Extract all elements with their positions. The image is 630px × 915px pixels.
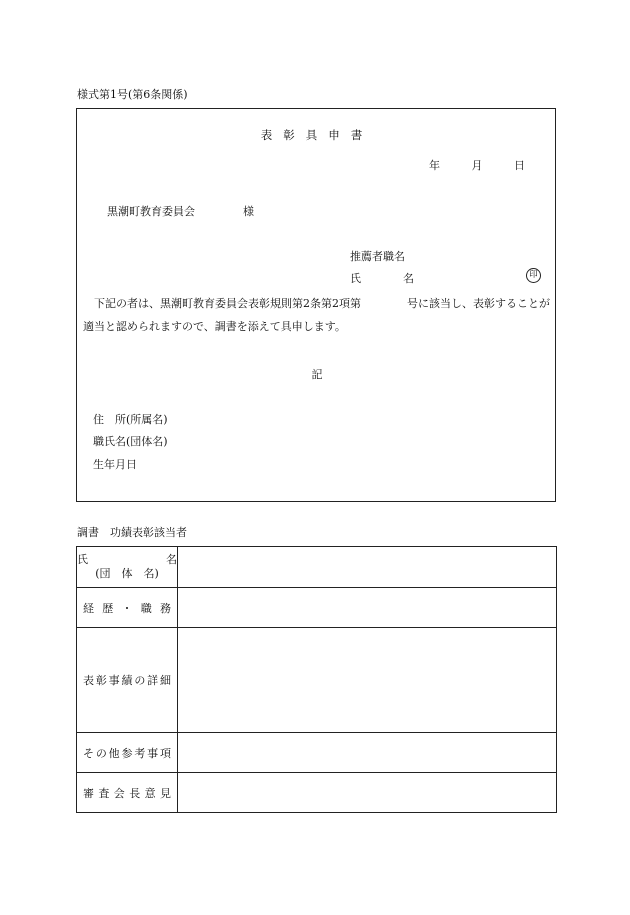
table-row [77,628,557,733]
table-row [77,773,557,813]
recommender-name-row [350,270,414,286]
record-table [76,546,557,813]
seal-mark: 印 [526,268,541,283]
row-label-other: その他参考事項 [77,733,178,773]
paragraph-text-before: 下記の者は、黒潮町教育委員会表彰規則第2条第2項第 [94,297,361,310]
group-name-label: (団 体 名) [95,567,159,580]
name-label-second: 名 [403,272,414,285]
date-day-label: 日 [514,159,525,172]
document-title: 表彰具申書 [260,128,374,142]
addressee-name: 黒潮町教育委員会 [107,205,195,218]
ki-heading: 記 [311,368,323,381]
addressee-honorific: 様 [243,205,254,218]
field-birthdate: 生年月日 [93,458,137,471]
table-row [77,588,557,628]
table-row [77,733,557,773]
date-row [401,157,525,173]
row-label-opinion: 審査会長意見 [77,773,178,813]
recommender-label: 推薦者職名 [350,250,405,263]
value-cell-name[interactable] [178,547,557,588]
value-cell-other[interactable] [178,733,557,773]
value-cell-achievements[interactable] [178,628,557,733]
record-heading: 調書 功績表彰該当者 [77,526,187,539]
paragraph-text-after: 号に該当し、表彰することが適当と認められますので、調書を添えて具申します。 [83,297,550,333]
value-cell-opinion[interactable] [178,773,557,813]
field-address: 住 所(所属名) [93,413,168,426]
application-paragraph [83,292,555,338]
application-box [76,108,556,502]
row-label-career: 経歴・職務 [77,588,178,628]
name-last-char: 名 [166,553,177,566]
row-label-achievements: 表彰事績の詳細 [77,628,178,733]
form-number: 様式第1号(第6条関係) [77,88,188,101]
name-first-char: 氏 [77,553,88,566]
table-row [77,547,557,588]
name-label-first: 氏 [350,272,361,285]
field-title-name: 職氏名(団体名) [93,435,168,448]
addressee [107,203,254,219]
date-month-label: 月 [471,159,483,172]
date-year-label: 年 [429,159,440,172]
row-label-name [77,547,178,588]
value-cell-career[interactable] [178,588,557,628]
